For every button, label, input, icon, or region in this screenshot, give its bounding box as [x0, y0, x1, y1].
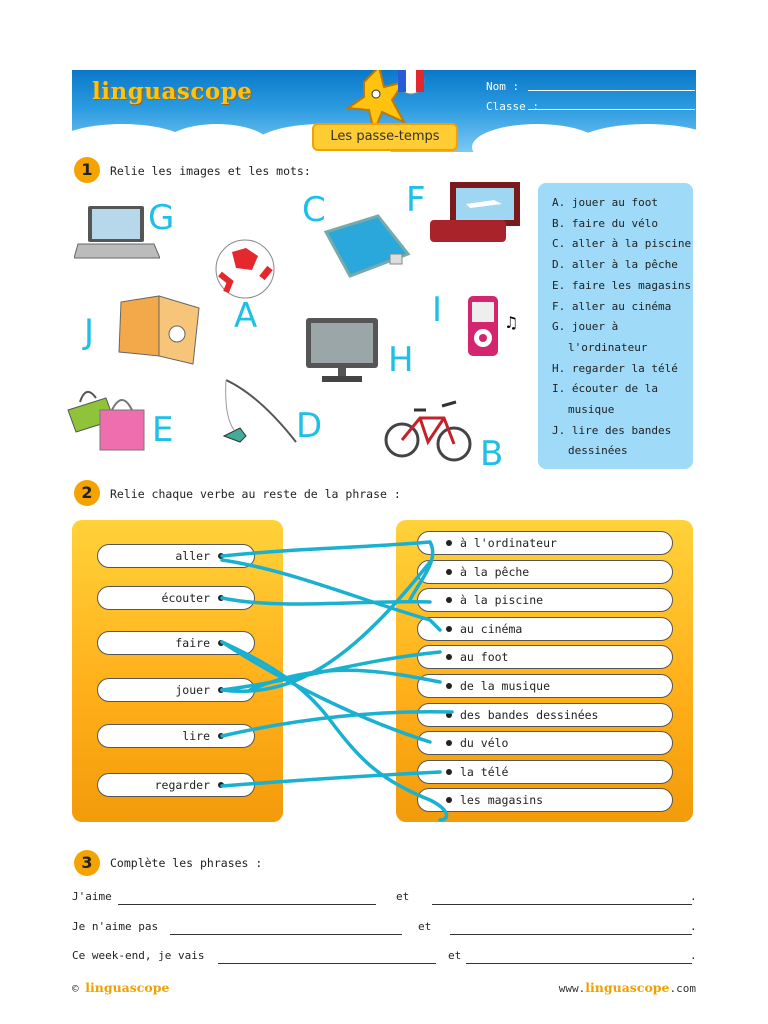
matching-line	[222, 772, 440, 786]
ending-label: du vélo	[460, 736, 509, 751]
answer-item: l'ordinateur	[568, 340, 648, 354]
section-instruction: Relie les images et les mots:	[110, 164, 311, 178]
classe-label: Classe :	[486, 100, 539, 113]
sentence-start: J'aime	[72, 890, 112, 903]
handwritten-letter: H	[388, 340, 414, 380]
footer-url[interactable]	[559, 980, 696, 995]
handwritten-letter: D	[296, 406, 323, 446]
handwritten-letter: I	[432, 290, 443, 330]
verb-label: regarder	[154, 778, 210, 792]
handwritten-letter: G	[148, 198, 175, 238]
sentence-blank[interactable]	[218, 963, 436, 964]
footer-left	[72, 980, 169, 995]
answer-item: G. jouer à	[552, 320, 619, 334]
matching-line	[222, 560, 440, 630]
sentence-blank[interactable]	[432, 904, 692, 905]
ending-label: à l'ordinateur	[460, 536, 557, 550]
section-number: 2	[74, 480, 100, 506]
verb-label: écouter	[161, 591, 210, 605]
ending-label: de la musique	[460, 679, 551, 693]
answer-item: B. faire du vélo	[552, 216, 658, 230]
page-title: Les passe-temps	[312, 123, 458, 151]
ending-label: au foot	[460, 650, 509, 665]
sentence-blank[interactable]	[450, 934, 692, 935]
url-prefix: www.	[558, 982, 586, 995]
handwritten-letter: E	[152, 410, 174, 450]
verb-label: faire	[175, 636, 210, 650]
handwritten-letter: B	[480, 434, 504, 474]
handwritten-letter: A	[234, 296, 258, 336]
svg-text:♫: ♫	[504, 313, 519, 332]
handwritten-letter: F	[406, 180, 426, 220]
ending-label: à la piscine	[460, 593, 544, 608]
sentence-and: et	[418, 920, 432, 933]
answer-item: D. aller à la pêche	[552, 258, 678, 272]
ending-label: au cinéma	[460, 621, 523, 636]
section-instruction: Complète les phrases :	[110, 856, 263, 870]
answer-item: J. lire des bandes	[552, 423, 672, 437]
url-brand: linguascope	[585, 980, 670, 995]
section-number: 3	[74, 850, 100, 876]
section-instruction: Relie chaque verbe au reste de la phrase :	[110, 487, 401, 501]
answer-item: dessinées	[568, 444, 628, 458]
answer-item: I. écouter de la	[552, 382, 658, 396]
sentence-and: et	[448, 949, 462, 962]
sentence-start: Ce week-end, je vais	[72, 949, 205, 962]
ending-label: à la pêche	[460, 564, 530, 579]
url-suffix: .com	[669, 982, 696, 995]
answer-item: C. aller à la piscine	[552, 237, 692, 251]
sentence-blank[interactable]	[466, 963, 692, 964]
sentence-blank[interactable]	[118, 904, 376, 905]
matching-line	[222, 542, 433, 600]
answer-item: A. jouer au foot	[552, 196, 658, 209]
answer-item: H. regarder la télé	[552, 361, 678, 375]
ending-label: les magasins	[460, 793, 544, 808]
sentence-end: .	[690, 949, 697, 962]
sentence-blank[interactable]	[170, 934, 402, 935]
footer-brand: linguascope	[85, 980, 170, 995]
section-number: 1	[74, 157, 100, 183]
handwritten-letter: J	[84, 312, 95, 352]
ending-label: des bandes dessinées	[460, 707, 599, 722]
answer-item: E. faire les magasins	[552, 278, 692, 292]
answer-item: F. aller au cinéma	[552, 299, 672, 313]
handwritten-letter: C	[302, 190, 326, 230]
matching-line	[222, 712, 452, 736]
nom-label: Nom :	[486, 80, 520, 93]
answer-item: musique	[568, 403, 615, 417]
sentence-and: et	[396, 890, 410, 903]
linguascope-logo: linguascope	[92, 78, 253, 105]
sentence-end: .	[690, 890, 697, 903]
sentence-end: .	[690, 920, 697, 933]
verb-label: lire	[182, 729, 210, 743]
verb-label: jouer	[175, 683, 210, 697]
verb-label: aller	[175, 549, 210, 563]
ending-label: la télé	[460, 764, 509, 779]
sentence-start: Je n'aime pas	[72, 920, 159, 933]
copyright-symbol: ©	[72, 982, 79, 995]
